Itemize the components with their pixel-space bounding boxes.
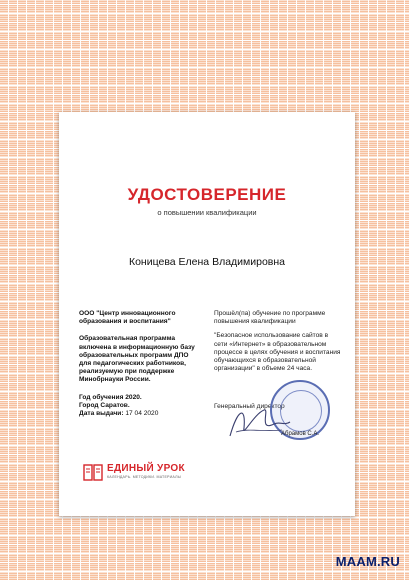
completed-text: Прошёл(па) обучение по программе повышения квалификации: [214, 310, 326, 326]
certificate-sheet: [59, 112, 355, 516]
signer-role: Генеральный директор: [214, 403, 285, 410]
program-text: "Безопасное использование сайтов в сети «Интернет» в образовательном процессе в целях обучения и воспитания обучающихся в образовательной организации" в объеме 24 часа.: [214, 332, 341, 373]
logo-name: ЕДИНЫЙ УРОК: [107, 463, 185, 474]
signer-name: Абрамов С.А.: [281, 431, 320, 437]
logo-tagline: КАЛЕНДАРЬ. МЕТОДИКИ. МАТЕРИАЛЫ: [107, 475, 182, 479]
issue-date-label: Дата выдачи:: [79, 410, 124, 418]
organization-name: ООО "Центр инновационного образования и воспитания": [79, 310, 176, 326]
program-note: Образовательная программа включена в информационную базу образовательных программ ДПО для педагогических работников, реализуемую при поддержке Минобрнауки России.: [79, 335, 195, 384]
logo-block: [83, 463, 213, 483]
certificate-subtitle: о повышении квалификации: [157, 208, 257, 217]
study-year: Год обучения 2020.: [79, 393, 142, 401]
city: Город Саратов.: [79, 401, 130, 409]
recipient-name: Коницева Елена Владимировна: [128, 256, 286, 268]
issue-date-value: 17 04 2020: [125, 410, 159, 418]
left-column: [79, 310, 197, 418]
issue-date: [79, 410, 197, 418]
right-column: [214, 310, 342, 373]
maam-watermark: MAAM.RU: [335, 554, 400, 569]
certificate-title: УДОСТОВЕРЕНИЕ: [127, 185, 287, 204]
book-icon: [83, 464, 103, 481]
